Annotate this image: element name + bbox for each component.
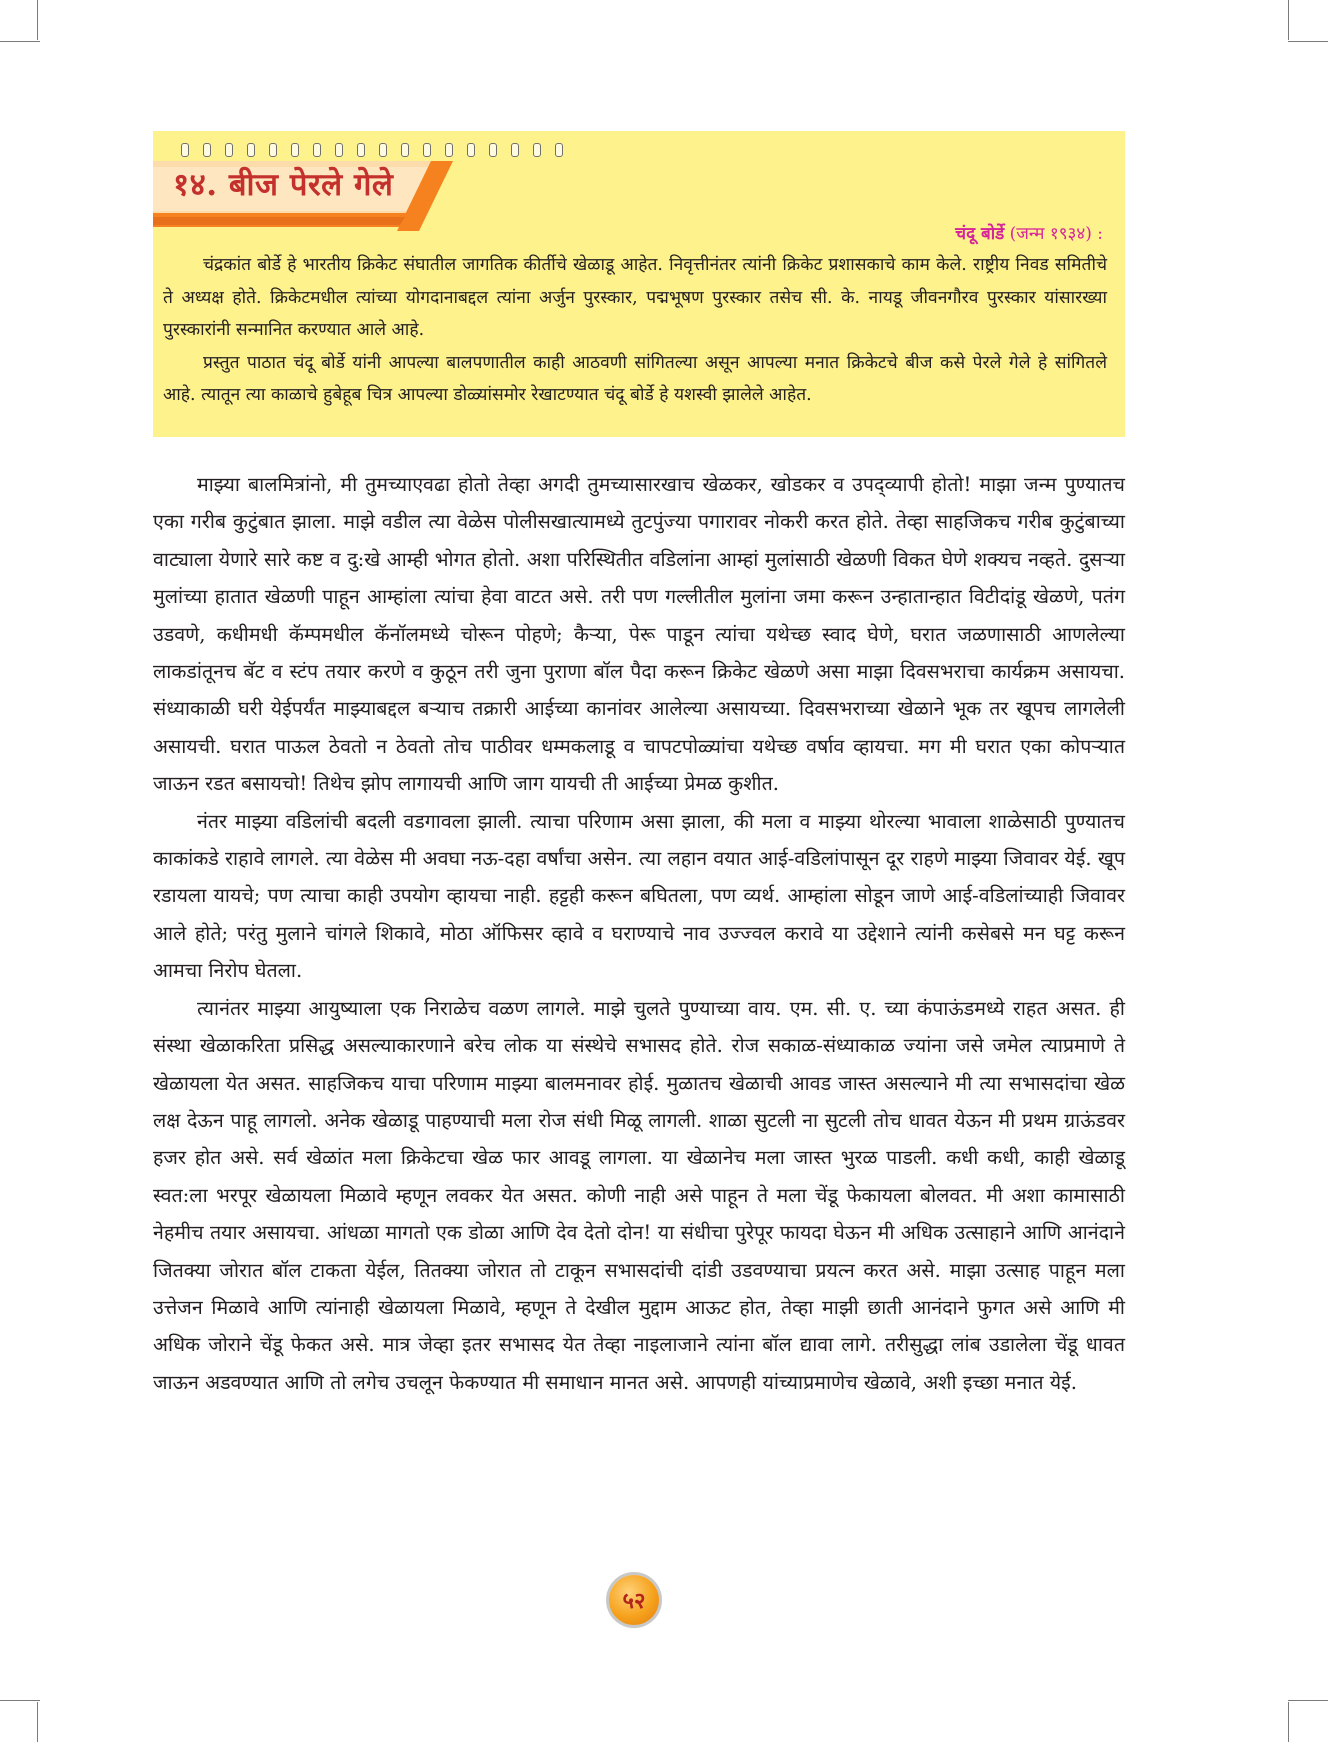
- body-paragraph: त्यानंतर माझ्या आयुष्याला एक निराळेच वळण लागले. माझे चुलते पुण्याच्या वाय. एम. सी. ए. च्या कंपाऊंडमध्ये राहत असत. ही संस्था खेळाकरिता प्रसिद्ध असल्याकारणाने बरेच लोक या संस्थेचे सभासद होते. रोज सकाळ-संध्याकाळ ज्यांना जसे जमेल त्याप्रमाणे ते खेळायला येत असत. साहजिकच याचा परिणाम माझ्या बालमनावर होई. मुळातच खेळाची आवड जास्त असल्याने मी त्या सभासदांचा खेळ लक्ष देऊन पाहू लागलो. अनेक खेळाडू पाहण्याची मला रोज संधी मिळू लागली. शाळा सुटली ना सुटली तोच धावत येऊन मी प्रथम ग्राऊंडवर हजर होत असे. सर्व खेळांत मला क्रिकेटचा खेळ फार आवडू लागला. या खेळानेच मला जास्त भुरळ पाडली. कधी कधी, काही खेळाडू स्वत:ला भरपूर खेळायला मिळावे म्हणून लवकर येत असत. कोणी नाही असे पाहून ते मला चेंडू फेकायला बोलवत. मी अशा कामासाठी नेहमीच तयार असायचा. आंधळा मागतो एक डोळा आणि देव देतो दोन! या संधीचा पुरेपूर फायदा घेऊन मी अधिक उत्साहाने आणि आनंदाने जितक्या जोरात बॉल टाकता येईल, तितक्या जोरात तो टाकून सभासदांची दांडी उडवण्याचा प्रयत्न करत असे. माझा उत्साह पाहून मला उत्तेजन मिळावे आणि त्यांनाही खेळायला मिळावे, म्हणून ते देखील मुद्दाम आऊट होत, तेव्हा माझी छाती आनंदाने फुगत असे आणि मी अधिक जोराने चेंडू फेकत असे. मात्र जेव्हा इतर सभासद येत तेव्हा नाइलाजाने त्यांना बॉल द्यावा लागे. तरीसुद्धा लांब उडालेला चेंडू धावत जाऊन अडवण्यात आणि तो लगेच उचलून फेकण्यात मी समाधान मानत असे. आपणही यांच्याप्रमाणेच खेळावे, अशी इच्छा मनात येई.: [153, 996, 1125, 1394]
- page-number: ५२: [609, 1575, 659, 1625]
- bio-paragraph: चंद्रकांत बोर्डे हे भारतीय क्रिकेट संघातील जागतिक कीर्तीचे खेळाडू आहेत. निवृत्तीनंतर त्यांनी क्रिकेट प्रशासकाचे काम केले. राष्ट्रीय निवड समितीचे ते अध्यक्ष होते. क्रिकेटमधील त्यांच्या योगदानाबद्दल त्यांना अर्जुन पुरस्कार, पद्मभूषण पुरस्कार तसेच सी. के. नायडू जीवनगौरव पुरस्कार यांसारख्या पुरस्कारांनी सन्मानित करण्यात आले आहे.: [163, 255, 1107, 340]
- lesson-body: [153, 466, 1125, 1401]
- crop-mark: [0, 41, 40, 42]
- crop-mark: [0, 1700, 40, 1701]
- notebook-spiral: [181, 143, 563, 157]
- author-birth: (जन्म १९३४) :: [1009, 224, 1103, 244]
- author-bio: [163, 249, 1107, 412]
- crop-mark: [37, 1702, 38, 1742]
- crop-mark: [1288, 1702, 1289, 1742]
- crop-mark: [1288, 41, 1328, 42]
- chapter-info-box: [153, 131, 1125, 437]
- author-line: [955, 221, 1103, 244]
- section-divider: [153, 437, 1125, 465]
- crop-mark: [1288, 1700, 1328, 1701]
- bio-paragraph: प्रस्तुत पाठात चंदू बोर्डे यांनी आपल्या बालपणातील काही आठवणी सांगितल्या असून आपल्या मनात क्रिकेटचे बीज कसे पेरले गेले हे सांगितले आहे. त्यातून त्या काळाचे हुबेहूब चित्र आपल्या डोळ्यांसमोर रेखाटण्यात चंदू बोर्डे हे यशस्वी झालेले आहेत.: [163, 352, 1107, 405]
- body-paragraph: नंतर माझ्या वडिलांची बदली वडगावला झाली. त्याचा परिणाम असा झाला, की मला व माझ्या थोरल्या भावाला शाळेसाठी पुण्यातच काकांकडे राहावे लागले. त्या वेळेस मी अवघा नऊ-दहा वर्षांचा असेन. त्या लहान वयात आई-वडिलांपासून दूर राहणे माझ्या जिवावर येई. खूप रडायला यायचे; पण त्याचा काही उपयोग व्हायचा नाही. हट्टही करून बघितला, पण व्यर्थ. आम्हांला सोडून जाणे आई-वडिलांच्याही जिवावर आले होते; परंतु मुलाने चांगले शिकावे, मोठा ऑफिसर व्हावे व घराण्याचे नाव उज्ज्वल करावे या उद्देशाने त्यांनी कसेबसे मन घट्ट करून आमचा निरोप घेतला.: [153, 809, 1125, 983]
- chapter-title: १४. बीज पेरले गेले: [173, 167, 394, 203]
- author-name: चंदू बोर्डे: [955, 224, 1005, 244]
- body-paragraph: माझ्या बालमित्रांनो, मी तुमच्याएवढा होतो तेव्हा अगदी तुमच्यासारखाच खेळकर, खोडकर व उपद्‌व्यापी होतो! माझा जन्म पुण्यातच एका गरीब कुटुंबात झाला. माझे वडील त्या वेळेस पोलीसखात्यामध्ये तुटपुंज्या पगारावर नोकरी करत होते. तेव्हा साहजिकच गरीब कुटुंबाच्या वाट्याला येणारे सारे कष्ट व दु:खे आम्ही भोगत होतो. अशा परिस्थितीत वडिलांना आम्हां मुलांसाठी खेळणी विकत घेणे शक्यच नव्हते. दुसऱ्या मुलांच्या हातात खेळणी पाहून आम्हांला त्यांचा हेवा वाटत असे. तरी पण गल्लीतील मुलांना जमा करून उन्हातान्हात विटीदांडू खेळणे, पतंग उडवणे, कधीमधी कॅम्पमधील कॅनॉलमध्ये चोरून पोहणे; कैऱ्या, पेरू पाडून त्यांचा यथेच्छ स्वाद घेणे, घरात जळणासाठी आणलेल्या लाकडांतूनच बॅट व स्टंप तयार करणे व कुठून तरी जुना पुराणा बॉल पैदा करून क्रिकेट खेळणे असा माझा दिवसभराचा कार्यक्रम असायचा. संध्याकाळी घरी येईपर्यंत माझ्याबद्दल बऱ्याच तक्रारी आईच्या कानांवर आलेल्या असायच्या. दिवसभराच्या खेळाने भूक तर खूपच लागलेली असायची. घरात पाऊल ठेवतो न ठेवतो तोच पाठीवर धम्मकलाडू व चापटपोळ्यांचा यथेच्छ वर्षाव व्हायचा. मग मी घरात एका कोपऱ्यात जाऊन रडत बसायचो! तिथेच झोप लागायची आणि जाग यायची ती आईच्या प्रेमळ कुशीत.: [153, 473, 1125, 796]
- title-banner: [153, 161, 453, 231]
- crop-mark: [37, 0, 38, 40]
- crop-mark: [1288, 0, 1289, 40]
